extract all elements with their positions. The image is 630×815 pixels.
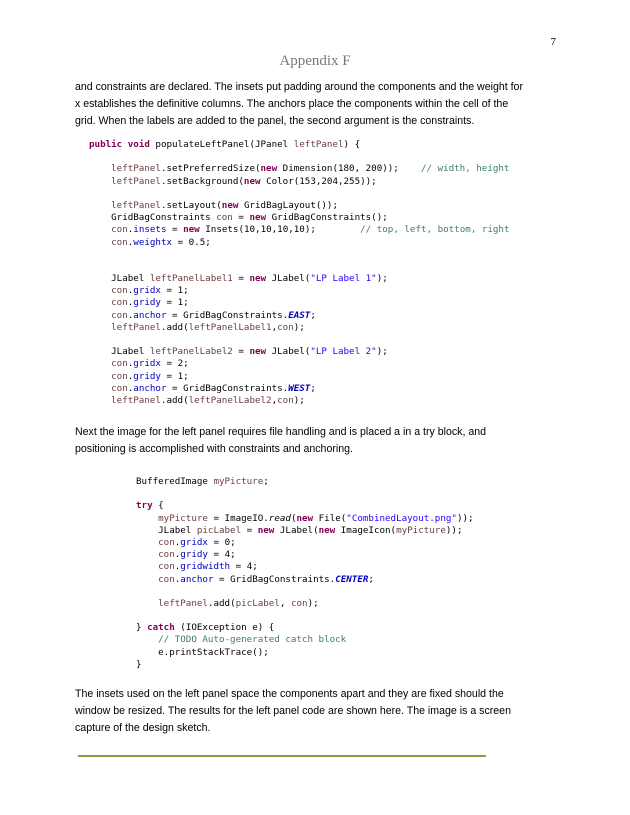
code-line: e.printStackTrace(); <box>136 646 269 658</box>
page-number: 7 <box>550 36 556 48</box>
code-line: BufferedImage myPicture; <box>136 476 269 487</box>
code-line: con.gridy = 1; <box>111 297 189 309</box>
code-line: leftPanel.setBackground(new Color(153,204,255)); <box>111 175 377 187</box>
code-line: leftPanel.add(picLabel, con); <box>158 597 319 609</box>
code-line <box>136 586 474 598</box>
code-line: leftPanel.add(leftPanelLabel1,con); <box>111 321 305 333</box>
code-line <box>89 261 510 273</box>
paragraph-insets-results: The insets used on the left panel space the components apart and they are fixed should the window be resized. The results for the left panel code are shown here. The image is a screen capture of the design sketch. <box>75 688 511 734</box>
code-line: con.gridy = 4; <box>158 549 236 561</box>
code-block-try-image <box>136 476 474 671</box>
code-line: } <box>136 658 142 670</box>
code-line: leftPanel.setLayout(new GridBagLayout()); <box>111 199 338 211</box>
code-line: con.gridx = 0; <box>158 536 236 548</box>
code-line: con.gridx = 2; <box>111 358 189 370</box>
code-line <box>136 488 474 500</box>
code-line: con.insets = new Insets(10,10,10,10); // top, left, bottom, right <box>111 224 510 236</box>
code-line: JLabel picLabel = new JLabel(new ImageIcon(myPicture)); <box>136 524 463 536</box>
code-line: } catch (IOException e) { <box>136 622 275 634</box>
code-line: con.gridx = 1; <box>111 285 189 297</box>
code-line: con.gridy = 1; <box>111 370 189 382</box>
code-line <box>89 249 510 261</box>
code-line: con.anchor = GridBagConstraints.CENTER; <box>158 573 374 585</box>
code-block-populate-left-panel <box>89 139 510 407</box>
code-line: JLabel leftPanelLabel2 = new JLabel("LP Label 2"); <box>89 346 388 358</box>
code-line <box>136 610 474 622</box>
code-line: leftPanel.setPreferredSize(new Dimension(180, 200)); // width, height <box>111 163 510 175</box>
code-line: GridBagConstraints con = new GridBagConstraints(); <box>89 212 388 224</box>
footer-rule <box>78 755 486 757</box>
code-line: // TODO Auto-generated catch block <box>158 634 347 646</box>
code-line: con.weightx = 0.5; <box>111 236 211 248</box>
code-line: public void populateLeftPanel(JPanel leftPanel) { <box>89 139 361 150</box>
code-line: con.anchor = GridBagConstraints.EAST; <box>111 309 316 321</box>
code-line: JLabel leftPanelLabel1 = new JLabel("LP Label 1"); <box>89 273 388 285</box>
code-line: con.anchor = GridBagConstraints.WEST; <box>111 382 316 394</box>
code-line <box>89 151 510 163</box>
code-line <box>89 188 510 200</box>
paragraph-constraints: and constraints are declared. The insets put padding around the components and the weight for x establishes the definitive columns. The anchors place the components within the cell of the grid. When the labels are added to the panel, the second argument is the constraints. <box>75 81 523 127</box>
code-line: myPicture = ImageIO.read(new File("CombinedLayout.png")); <box>158 512 474 524</box>
code-line: leftPanel.add(leftPanelLabel2,con); <box>111 394 305 406</box>
code-line: con.gridwidth = 4; <box>158 561 258 573</box>
code-line: try { <box>136 500 164 512</box>
paragraph-image-try-block: Next the image for the left panel requires file handling and is placed a in a try block, and positioning is accomplished with constraints and anchoring. <box>75 426 487 455</box>
code-line <box>89 334 510 346</box>
running-head: Appendix F <box>279 53 351 69</box>
